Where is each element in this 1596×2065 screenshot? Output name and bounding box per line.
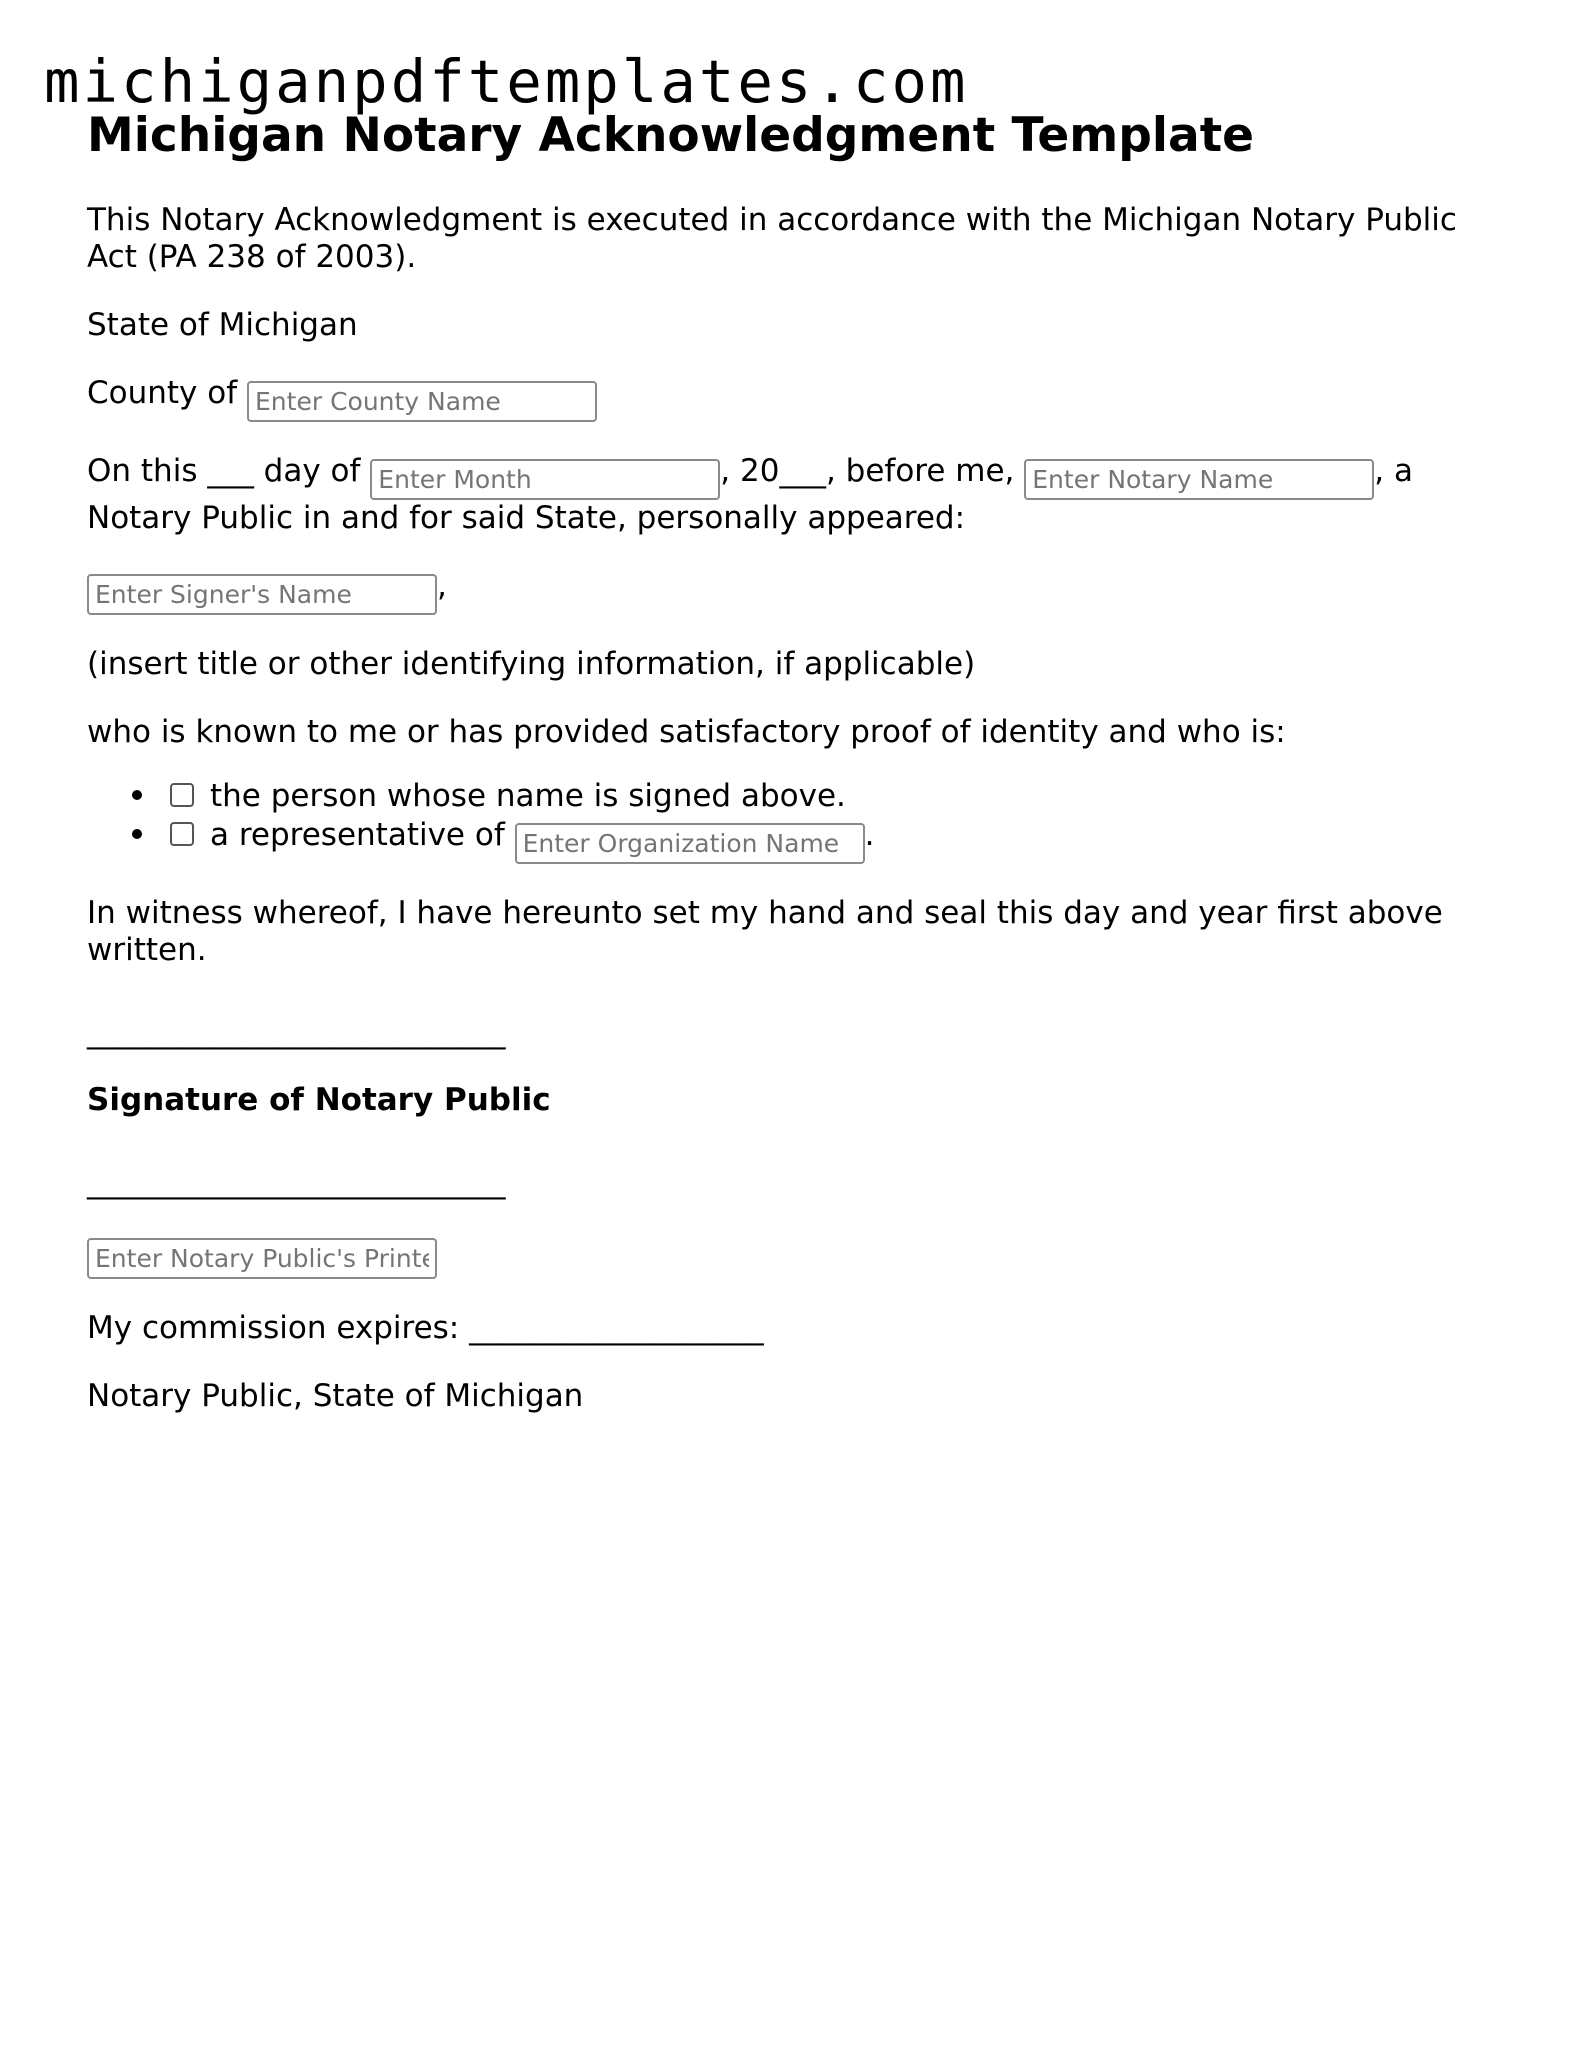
commission-label: My commission expires: — [87, 1310, 460, 1346]
signer-row — [87, 568, 1507, 615]
printed-name-input[interactable] — [87, 1238, 437, 1279]
footer-text: Notary Public, State of Michigan — [87, 1378, 584, 1414]
watermark: michiganpdftemplates.com — [44, 47, 969, 116]
organization-input[interactable] — [515, 823, 865, 864]
year-before-me-text: , 20___, before me, — [720, 453, 1015, 489]
printed-name-row — [87, 1232, 1507, 1279]
option-label: the person whose name is signed above. — [210, 778, 846, 814]
bullet-icon — [132, 829, 142, 839]
county-label: County of — [87, 375, 238, 411]
county-input[interactable] — [247, 381, 597, 422]
option-period: . — [864, 817, 875, 853]
list-item — [132, 816, 1507, 864]
printed-name-line: ___________________________ — [87, 1164, 506, 1200]
a-text: , a — [1374, 453, 1413, 489]
county-row — [87, 375, 1507, 422]
insert-note: (insert title or other identifying information, if applicable) — [87, 646, 976, 682]
document-body — [87, 108, 1507, 1415]
signer-name-input[interactable] — [87, 574, 437, 615]
bullet-icon — [132, 790, 142, 800]
known-text: who is known to me or has provided satisfactory proof of identity and who is: — [87, 714, 1286, 750]
appearance-paragraph — [87, 453, 1507, 537]
representative-checkbox[interactable] — [170, 822, 194, 846]
month-input[interactable] — [370, 459, 720, 500]
person-signed-checkbox[interactable] — [170, 783, 194, 807]
list-item — [132, 777, 1507, 816]
document-title: Michigan Notary Acknowledgment Template — [87, 108, 1255, 163]
signer-comma: , — [437, 568, 447, 604]
commission-row — [87, 1310, 1507, 1347]
state-line: State of Michigan — [87, 307, 358, 343]
signature-label: Signature of Notary Public — [87, 1082, 551, 1118]
identity-options — [87, 777, 1507, 864]
intro-paragraph: This Notary Acknowledgment is executed in accordance with the Michigan Notary Public Act (PA 238 of 2003). — [87, 202, 1457, 275]
witness-paragraph: In witness whereof, I have hereunto set my hand and seal this day and year first above written. — [87, 895, 1443, 968]
personally-appeared-text: Notary Public in and for said State, personally appeared: — [87, 500, 966, 536]
commission-line: ___________________ — [469, 1310, 764, 1346]
option-label: a representative of — [210, 817, 505, 853]
signature-line: ___________________________ — [87, 1014, 506, 1050]
on-this-day-text: On this ___ day of — [87, 453, 361, 489]
notary-name-input[interactable] — [1024, 459, 1374, 500]
